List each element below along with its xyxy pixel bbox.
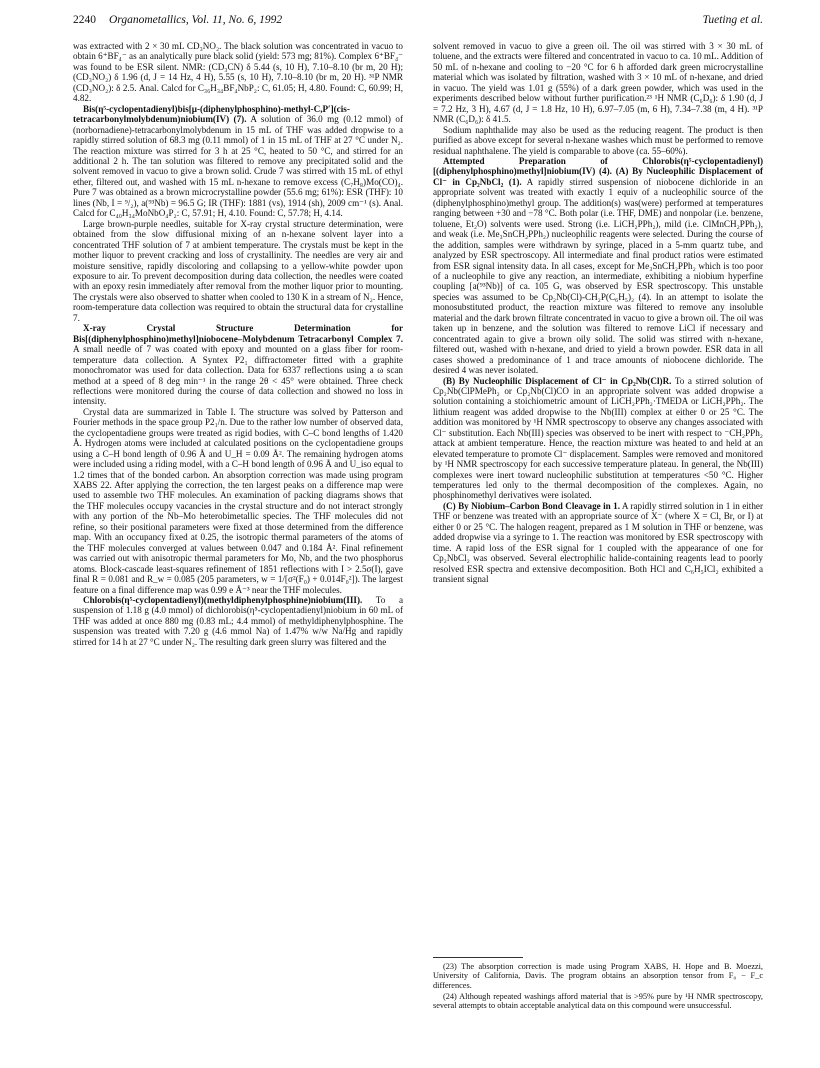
right-column-paragraph bbox=[433, 376, 763, 501]
right-column-paragraph bbox=[433, 501, 763, 585]
paragraph-text: A rapidly stirred solution in 1 in either THF or benzene was treated with an appropriate source of X⁻ (where X = Cl, Br, or I) at either 0 or 25 °C. The halogen reagent, prepared as 1 M solution in THF or benzene, was added dropwise via a syringe to 1. The reaction was monitored by ESR spectroscopy with time. A rapid loss of the ESR signal for 1 coupled with the appearance of one for Cp₂NbCl₂ was observed. Several electrophilic halide-containing reagents lead to poorly resolved ESR spectra and extensive decomposition. Both HCl and C₆H₅ICl₂ exhibited a transient signal bbox=[433, 500, 763, 585]
left-column-paragraph bbox=[73, 41, 403, 104]
paragraph-text: Crystal data are summarized in Table I. The structure was solved by Patterson and Fourier methods in the space group P2₁/n. Due to the rather low number of observed data, the cyclopentadiene groups were treated as rigid bodies, with C–C bond lengths of 1.420 Å. Hydrogen atoms were included at calculated positions on the cyclopentadiene groups using a C–H bond length of 0.96 Å and U_H = 0.09 Å². The remaining hydrogen atoms were included using a riding model, with a C–H bond length of 0.96 Å and U_iso equal to 1.2 times that of the bonded carbon. An absorption correction was made using program XABS 22. After applying the correction, the ten largest peaks on a difference map were used to assemble two THF molecules. An examination of packing diagrams shows that the THF molecules occupy vacancies in the crystal structure and do not interact strongly with any portion of the Nb–Mo heterobimetallic species. The THF molecules did not refine, so their positional parameters were fixed at those determined from the difference map. With an occupancy fixed at 0.25, the isotropic thermal parameters of the atoms of the THF molecules converged at values between 0.047 and 0.184 Å². Final refinement was carried out with anisotropic thermal parameters for Mo, Nb, and the two phosphorus atoms. Block-cascade least-squares refinement of 1851 reflections with I > 2.5σ(I), gave final R = 0.081 and R_w = 0.085 (205 parameters, w = 1/[σ²(F₀) + 0.014F₀²]). The largest feature on a final difference map was 0.99 e Å⁻³ near the THF molecules. bbox=[73, 406, 403, 595]
section-heading: X-ray Crystal Structure Determination for Bis[(diphenylphosphino)methyl]niobocene–Molybdenum Tetracarbonyl Complex 7. bbox=[73, 323, 403, 344]
left-column-paragraph bbox=[73, 323, 403, 407]
section-heading: Attempted Preparation of Chlorobis(η⁵-cyclopentadienyl)[(diphenylphosphino)methyl]niobium(IV) (4). (A) By Nucleophilic Displacement of Cl⁻ in Cp₂NbCl₂ (1). bbox=[433, 155, 763, 187]
section-heading: (C) By Niobium–Carbon Bond Cleavage in 1. bbox=[443, 500, 620, 511]
right-column-paragraph bbox=[433, 125, 763, 156]
section-heading: Bis(η⁵-cyclopentadienyl)bis[μ-(diphenylphosphino)-methyl-C,P′](cis-tetracarbonylmolybdenum)niobium(IV) (7). bbox=[73, 103, 350, 125]
paragraph-text: A rapidly stirred suspension of niobocene dichloride in an appropriate solvent was treated with exactly 1 equiv of a nucleophilic source of the (diphenylphosphino)methyl group. The addition(s) was(were) performed at temperatures ranging between +30 and −78 °C. Both polar (i.e. THF, DME) and nonpolar (i.e. benzene, toluene, Et₂O) solvents were used. Strong (i.e. LiCH₂PPh₂), mild (i.e. ClMnCH₂PPh₂), and weak (i.e. Me₃SnCH₂PPh₂) nucleophilic reagents were selected. During the course of the addition, samples were withdrawn by syringe, placed in a 5-mm quartz tube, and analyzed by ESR spectroscopy. All intermediate and final product ratios were estimated from ESR signal intensity data. In all cases, except for Me₃SnCH₂PPh₂ which is too poor of a nucleophile to give any reaction, an intermediate, exhibiting a niobium hyperfine coupling [a(⁹³Nb)] of ca. 105 G, was observed by ESR spectroscopy. This unstable species was assumed to be Cp₂Nb(Cl)-CH₂P(C₆H₅)₂ (4). In an attempt to isolate the monosubstituted product, the reaction mixture was filtered to remove any insoluble material and the dark brown filtrate concentrated in vacuo to give a brown oil. The oil was taken up in benzene, and the solution was filtered to remove LiCl if necessary and concentrated again to give a brown oily solid. The solid was stirred with n-hexane, filtered out, washed with n-hexane, and dried to yield a brown powder. ESR data in all cases showed a predominance of 1 and trace amounts of niobocene dichloride. The desired 4 was never isolated. bbox=[433, 176, 763, 376]
paragraph-text: A solution of 36.0 mg (0.12 mmol) of (norbornadiene)-tetracarbonylmolybdenum in 15 mL of THF was added dropwise to a rapidly stirred solution of 68.3 mg (0.11 mmol) of 1 in 15 mL of THF at 27 °C under N₂. The reaction mixture was stirred for 3 h at 25 °C, heated to 50 °C, and stirred for an additional 2 h. The tan solution was filtered to remove any precipitated solid and the solvent removed in vacuo to give a brown solid. Crude 7 was stirred with 15 mL of ethyl ether, filtered out, and washed with 15 mL n-hexane to remove excess (C₇H₈)Mo(CO)₄. Pure 7 was obtained as a brown microcrystalline powder (55.6 mg; 61%): ESR (THF): 10 lines (Nb, I = ⁹/₂), a(⁹³Nb) = 96.5 G; IR (THF): 1881 (vs), 1914 (sh), 2009 cm⁻¹ (s). Anal. Calcd for C₄₀H₃₄MoNbO₄P₂: C, 57.91; H, 4.10. Found: C, 57.78; H, 4.14. bbox=[73, 114, 403, 219]
section-heading: Chlorobis(η⁵-cyclopentadienyl)(methyldiphenylphosphine)niobium(III). bbox=[83, 595, 363, 606]
paragraph-text: Large brown-purple needles, suitable for X-ray crystal structure determination, were obtained from the slow diffusional mixing of an n-hexane solvent layer into a concentrated THF solution of 7 at ambient temperature. The crystals must be kept in the mother liquor to prevent cracking and loss of crystallinity. The needles are very air and moisture sensitive, rapidly discoloring and collapsing to a yellow-white powder upon exposure to air. To prevent decomposition during data collection, the needles were coated with an epoxy resin immediately after removal from the mother liquor prior to mounting. The crystals were also observed to shatter when cooled to 130 K in a stream of N₂. Hence, room-temperature data collection was required to obtain the structural data for crystalline 7. bbox=[73, 218, 403, 323]
paragraph-text: was extracted with 2 × 30 mL CD₃NO₂. The black solution was concentrated in vacuo to obtain 6⁺BF₄⁻ as an analytically pure black solid (yield: 573 mg; 81%). Complex 6⁺BF₄⁻ was found to be ESR silent. NMR: (CD₃CN) δ 5.44 (s, 10 H), 7.10–8.10 (br m, 20 H); (CD₃NO₂) δ 1.96 (d, J = 14 Hz, 4 H), 5.55 (s, 10 H), 7.10–8.10 (br m, 20 H). ³¹P NMR (CD₃NO₂): δ 2.5. Anal. Calcd for C₃₆H₃₄BF₄NbP₂: C, 61.05; H, 4.80. Found: C, 60.99; H, 4.82. bbox=[73, 41, 403, 104]
left-column-paragraph bbox=[73, 595, 403, 647]
paragraph-text: solvent removed in vacuo to give a green oil. The oil was stirred with 3 × 30 mL of toluene, and the extracts were filtered and concentrated in vacuo to ca. 10 mL. Addition of 50 mL of n-hexane and cooling to −20 °C for 6 h afforded dark green microcrystalline material which was isolated by filtration, washed with 3 × 10 mL of n-hexane, and dried in vacuo. The yield was 1.01 g (55%) of a dark green powder, which was used in the experiments described below without further purification.²³ ¹H NMR (C₆D₆): δ 1.90 (d, J = 7.2 Hz, 3 H), 4.67 (d, J = 1.8 Hz, 10 H), 6.97–7.05 (m, 6 H), 7.34–7.38 (m, 4 H). ³¹P NMR (C₆D₆): δ 41.5. bbox=[433, 41, 763, 125]
section-heading: (B) By Nucleophilic Displacement of Cl⁻ in Cp₂Nb(Cl)R. bbox=[443, 375, 672, 386]
page-number: 2240 bbox=[73, 14, 96, 26]
footnote-rule bbox=[433, 957, 523, 958]
paragraph-text: To a suspension of 1.18 g (4.0 mmol) of dichlorobis(η⁵-cyclopentadienyl)niobium in 60 mL of THF was added at once 880 mg (0.83 mL; 4.4 mmol) of methyldiphenylphosphine. The suspension was treated with 7.20 g (4.6 mmol Na) of 1.47% w/w Na/Hg and rapidly stirred for 14 h at 27 °C under N₂. The resulting dark green slurry was filtered and the bbox=[73, 595, 403, 647]
running-authors: Tueting et al. bbox=[702, 14, 763, 26]
footnotes bbox=[433, 957, 763, 1012]
right-column-paragraph bbox=[433, 41, 763, 125]
paragraph-text: Sodium naphthalide may also be used as the reducing reagent. The product is then purified as above except for several n-hexane washes which must be performed to remove residual naphthalene. The yield is comparable to above (ca. 55–60%). bbox=[433, 124, 763, 156]
paragraph-text: To a stirred solution of Cp₂Nb(ClPMePh₂ or Cp₂Nb(Cl)CO in an appropriate solvent was added dropwise a solution containing a stoichiometric amount of LiCH₂PPh₂·TMEDA or LiCH₂PPh₂. The lithium reagent was added dropwise to the Nb(III) complex at either 0 or 25 °C. The addition was monitored by ¹H NMR spectroscopy to observe any changes associated with Cl⁻ substitution. Each Nb(III) species was observed to be inert with respect to ⁻CH₂PPh₂ attack at ambient temperature. Hence, the reaction mixture was heated to and held at an elevated temperature to promote Cl⁻ displacement. Samples were removed and monitored by ¹H NMR spectroscopy for each successive temperature plateau. In general, the Nb(III) complexes were inert toward nucleophilic substitution at temperatures <50 °C. Higher temperatures led only to the thermal decomposition of the complexes. Again, no phosphinomethyl derivatives were isolated. bbox=[433, 375, 763, 501]
paragraph-text: A small needle of 7 was coated with epoxy and mounted on a glass fiber for room-temperature data collection. A Syntex P2₁ diffractometer fitted with a graphite monochromator was used for data collection. Data for 6337 reflections using a ω scan method at a speed of 8 deg min⁻¹ in the range 2θ < 45° were obtained. Three check reflections were monitored during the course of data collection and showed no loss in intensity. bbox=[73, 344, 403, 407]
footnote-24: (24) Although repeated washings afford material that is >95% pure by ¹H NMR spectroscopy, several attempts to obtain acceptable analytical data on this compound were unsuccessful. bbox=[433, 991, 763, 1011]
right-column bbox=[433, 41, 763, 585]
right-column-paragraph bbox=[433, 156, 763, 376]
left-column-paragraph bbox=[73, 104, 403, 219]
left-column-paragraph bbox=[73, 219, 403, 324]
journal-citation: Organometallics, Vol. 11, No. 6, 1992 bbox=[109, 14, 283, 26]
left-column bbox=[73, 41, 403, 647]
footnote-23: (23) The absorption correction is made using Program XABS, H. Hope and B. Moezzi, University of California, Davis. The program obtains an absorption tensor from F₀ − F_c differences. bbox=[433, 962, 763, 990]
left-column-paragraph bbox=[73, 407, 403, 595]
running-header bbox=[73, 14, 763, 30]
